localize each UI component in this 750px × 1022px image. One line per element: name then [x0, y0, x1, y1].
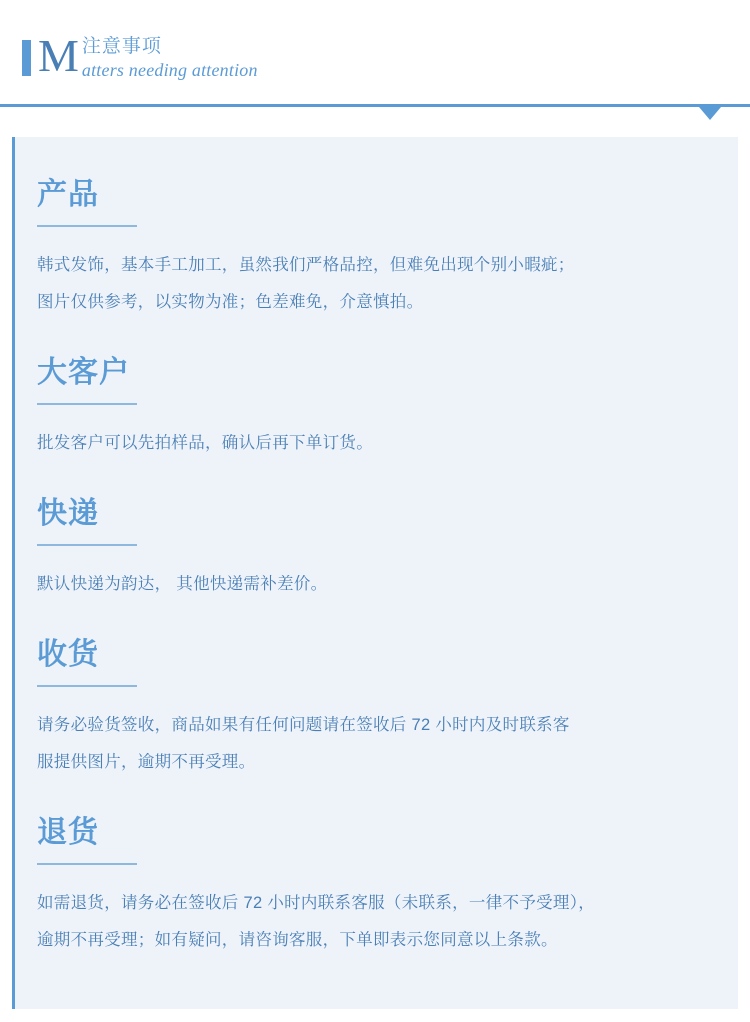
header-title-group [22, 30, 258, 81]
section-underline [37, 685, 137, 687]
section-line: 如需退货，请务必在签收后 72 小时内联系客服（未联系，一律不予受理）， [37, 894, 596, 912]
section-line: 逾期不再受理；如有疑问，请咨询客服，下单即表示您同意以上条款。 [37, 931, 558, 949]
section-receiving [37, 635, 710, 781]
section-underline [37, 544, 137, 546]
header-divider [0, 104, 750, 107]
section-line: 请务必验货签收，商品如果有任何问题请在签收后 72 小时内及时联系客 [37, 716, 570, 734]
section-title: 快递 [37, 497, 99, 530]
section-body [37, 247, 710, 321]
section-express [37, 494, 710, 603]
spacer [37, 785, 710, 813]
section-line: 默认快递为韵达， 其他快递需补差价。 [37, 575, 328, 593]
accent-bar-icon [22, 40, 31, 76]
section-body [37, 566, 710, 603]
section-body [37, 425, 710, 462]
notice-content [15, 137, 738, 959]
page-title-cn: 注意事项 [81, 36, 162, 57]
section-big-client [37, 353, 710, 462]
section-line: 图片仅供参考，以实物为准；色差难免，介意慎拍。 [37, 293, 424, 311]
down-arrow-icon [699, 107, 721, 120]
spacer [37, 325, 710, 353]
section-title: 产品 [37, 178, 99, 211]
section-return [37, 813, 710, 959]
section-underline [37, 403, 137, 405]
section-underline [37, 863, 137, 865]
section-underline [37, 225, 137, 227]
page-title-en: atters needing attention [81, 60, 258, 80]
spacer [37, 466, 710, 494]
section-title: 收货 [37, 638, 99, 671]
section-body [37, 707, 710, 781]
section-title: 退货 [37, 816, 99, 849]
spacer [37, 607, 710, 635]
notice-panel [12, 137, 738, 1009]
title-block [82, 36, 258, 81]
section-title: 大客户 [37, 356, 130, 389]
letter-m-logo: M [38, 30, 78, 81]
page-header [0, 0, 750, 104]
section-product [37, 175, 710, 321]
section-line: 服提供图片，逾期不再受理。 [37, 753, 256, 771]
section-body [37, 885, 710, 959]
section-line: 韩式发饰，基本手工加工，虽然我们严格品控，但难免出现个别小暇疵； [37, 256, 575, 274]
section-line: 批发客户可以先拍样品，确认后再下单订货。 [37, 434, 373, 452]
